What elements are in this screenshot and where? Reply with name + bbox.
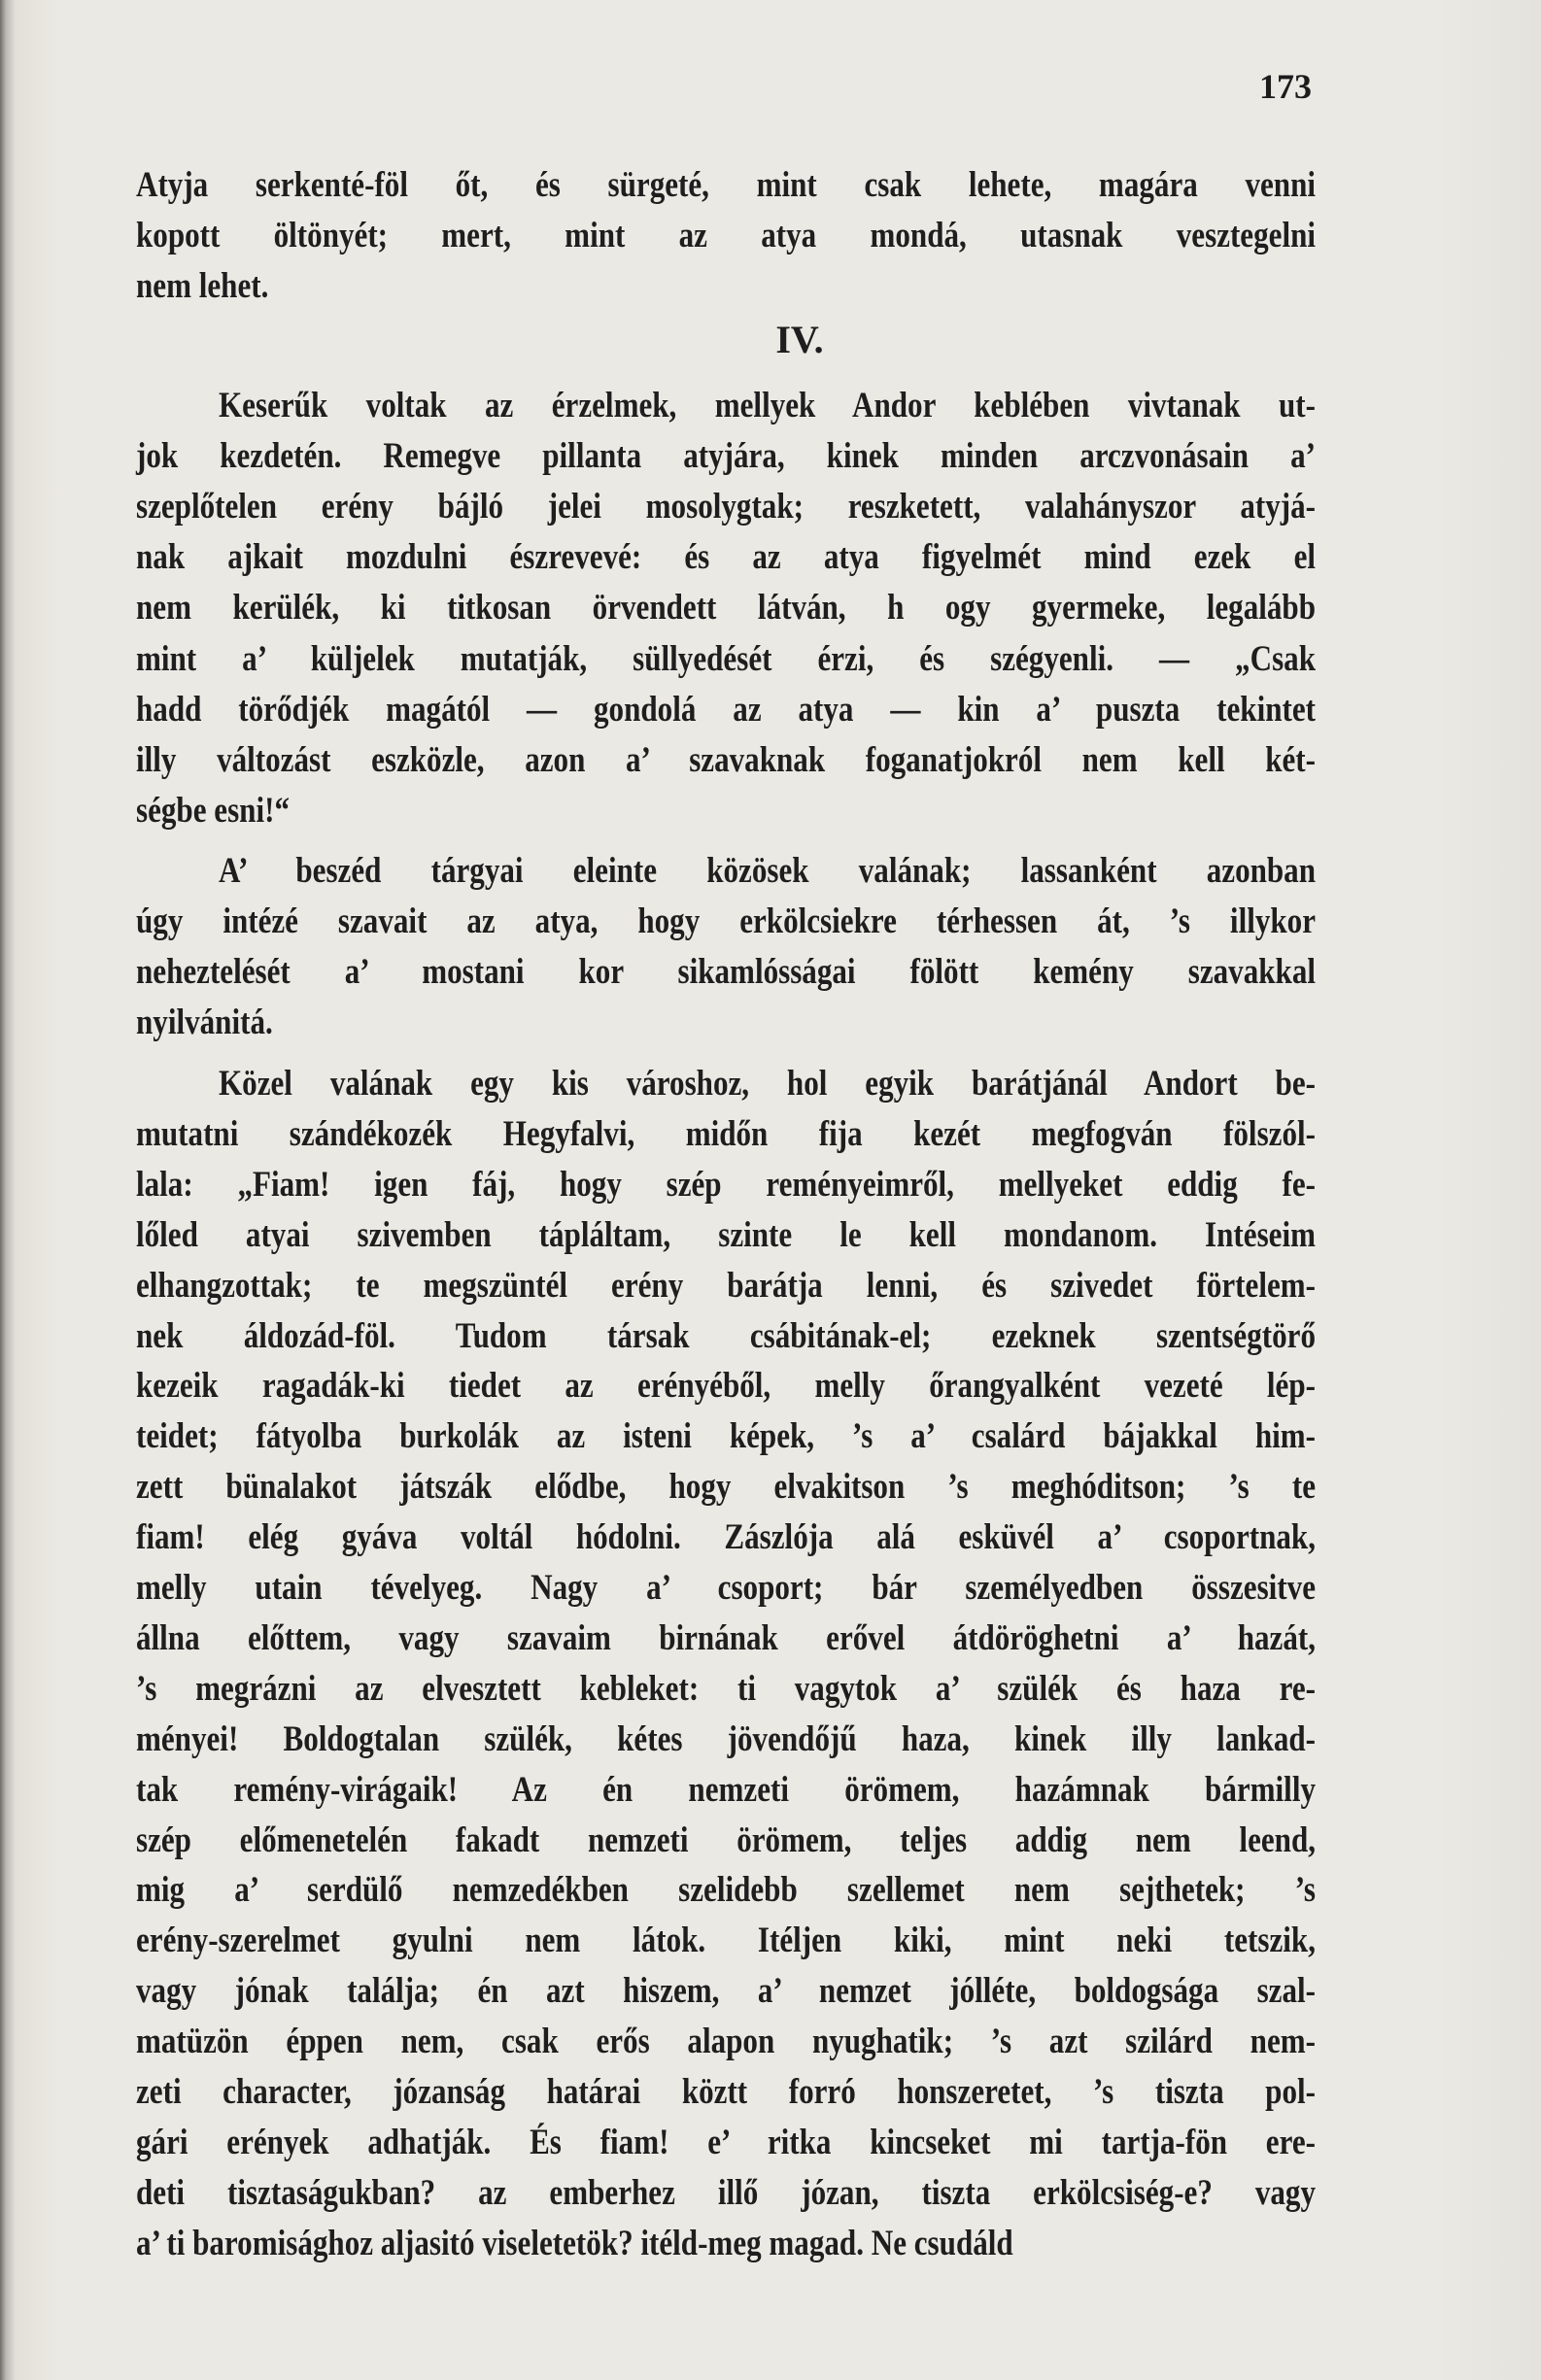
text-line: ’s megrázni az elvesztett kebleket: ti vagytok a’ szülék és haza re- bbox=[136, 1668, 1316, 1709]
text-line: teidet; fátyolba burkolák az isteni képek, ’s a’ csalárd bájakkal him- bbox=[136, 1416, 1316, 1457]
text-line: nem lehet. bbox=[136, 266, 269, 306]
text-line: szeplőtelen erény bájló jelei mosolygtak; reszketett, valahányszor atyjá- bbox=[136, 487, 1316, 527]
text-line: zeti character, józanság határai köztt forró honszeretet, ’s tiszta pol- bbox=[136, 2072, 1316, 2112]
chapter-heading: IV. bbox=[775, 318, 824, 361]
text-line: úgy intézé szavait az atya, hogy erkölcsiekre térhessen át, ’s illykor bbox=[136, 901, 1316, 941]
paragraph-first-line: Atyja serkenté-föl őt, és sürgeté, mint csak lehete, magára venni bbox=[136, 165, 1316, 205]
text-line: illy változást eszközle, azon a’ szavaknak foganatjokról nem kell két- bbox=[136, 739, 1316, 780]
text-line: elhangzottak; te megszüntél erény barátja lenni, és szivedet förtelem- bbox=[136, 1265, 1316, 1306]
text-line: vagy jónak találja; én azt hiszem, a’ nemzet jólléte, boldogsága szal- bbox=[136, 1971, 1316, 2012]
text-line: lala: „Fiam! igen fáj, hogy szép reményeimről, mellyeket eddig fe- bbox=[136, 1164, 1316, 1205]
text-line: mig a’ serdülő nemzedékben szelidebb szellemet nem sejthetek; ’s bbox=[136, 1870, 1316, 1911]
paragraph-first-line: A’ beszéd tárgyai eleinte közösek valának; lassanként azonban bbox=[219, 851, 1316, 891]
text-line: ményei! Boldogtalan szülék, kétes jövendőjű haza, kinek illy lankad- bbox=[136, 1718, 1316, 1759]
text-line: zett bünalakot játszák elődbe, hogy elvakitson ’s meghóditson; ’s te bbox=[136, 1467, 1316, 1508]
text-line: ségbe esni!“ bbox=[136, 790, 290, 831]
text-line: hadd törődjék magától — gondolá az atya — kin a’ puszta tekintet bbox=[136, 689, 1316, 730]
page-number: 173 bbox=[1259, 67, 1312, 106]
text-line: a’ ti baromisághoz aljasitó viseletetök? itéld-meg magad. Ne csudáld bbox=[136, 2223, 1013, 2263]
text-line: mint a’ küljelek mutatják, süllyedését érzi, és szégyenli. — „Csak bbox=[136, 638, 1316, 679]
text-line: állna előttem, vagy szavaim birnának erővel átdöröghetni a’ hazát, bbox=[136, 1617, 1316, 1658]
text-line: lőled atyai szivemben tápláltam, szinte le kell mondanom. Intéseim bbox=[136, 1214, 1316, 1255]
text-line: fiam! elég gyáva voltál hódolni. Zászlója alá esküvél a’ csoportnak, bbox=[136, 1517, 1316, 1558]
text-line: deti tisztaságukban? az emberhez illő józan, tiszta erkölcsiség-e? vagy bbox=[136, 2172, 1316, 2213]
text-line: kopott öltönyét; mert, mint az atya mondá, utasnak vesztegelni bbox=[136, 216, 1316, 255]
text-line: melly utain tévelyeg. Nagy a’ csoport; bár személyedben összesitve bbox=[136, 1568, 1316, 1608]
paragraph-first-line: Keserűk voltak az érzelmek, mellyek Andor keblében vivtanak ut- bbox=[219, 386, 1316, 425]
text-line: mutatni szándékozék Hegyfalvi, midőn fija kezét megfogván fölszól- bbox=[136, 1113, 1316, 1154]
text-line: gári erények adhatják. És fiam! e’ ritka kincseket mi tartja-fön ere- bbox=[136, 2122, 1316, 2162]
text-line: kezeik ragadák-ki tiedet az erényéből, melly őrangyalként vezeté lép- bbox=[136, 1366, 1316, 1407]
text-line: nak ajkait mozdulni észrevevé: és az atya figyelmét mind ezek el bbox=[136, 537, 1316, 578]
text-line: tak remény-virágaik! Az én nemzeti örömem, hazámnak bármilly bbox=[136, 1769, 1316, 1810]
text-line: jok kezdetén. Remegve pillanta atyjára, kinek minden arczvonásain a’ bbox=[136, 436, 1316, 477]
text-line: nek áldozád-föl. Tudom társak csábitának-el; ezeknek szentségtörő bbox=[136, 1315, 1316, 1356]
text-line: erény-szerelmet gyulni nem látok. Itéljen kiki, mint neki tetszik, bbox=[136, 1921, 1316, 1961]
text-line: neheztelését a’ mostani kor sikamlósságai fölött kemény szavakkal bbox=[136, 952, 1316, 992]
paragraph-first-line: Közel valának egy kis városhoz, hol egyik barátjánál Andort be- bbox=[219, 1064, 1316, 1104]
text-line: nyilvánitá. bbox=[136, 1003, 273, 1042]
text-line: nem kerülék, ki titkosan örvendett látván, h ogy gyermeke, legalább bbox=[136, 588, 1316, 629]
text-line: matüzön éppen nem, csak erős alapon nyughatik; ’s azt szilárd nem- bbox=[136, 2022, 1316, 2062]
text-line: szép előmenetelén fakadt nemzeti örömem, teljes addig nem leend, bbox=[136, 1819, 1316, 1860]
